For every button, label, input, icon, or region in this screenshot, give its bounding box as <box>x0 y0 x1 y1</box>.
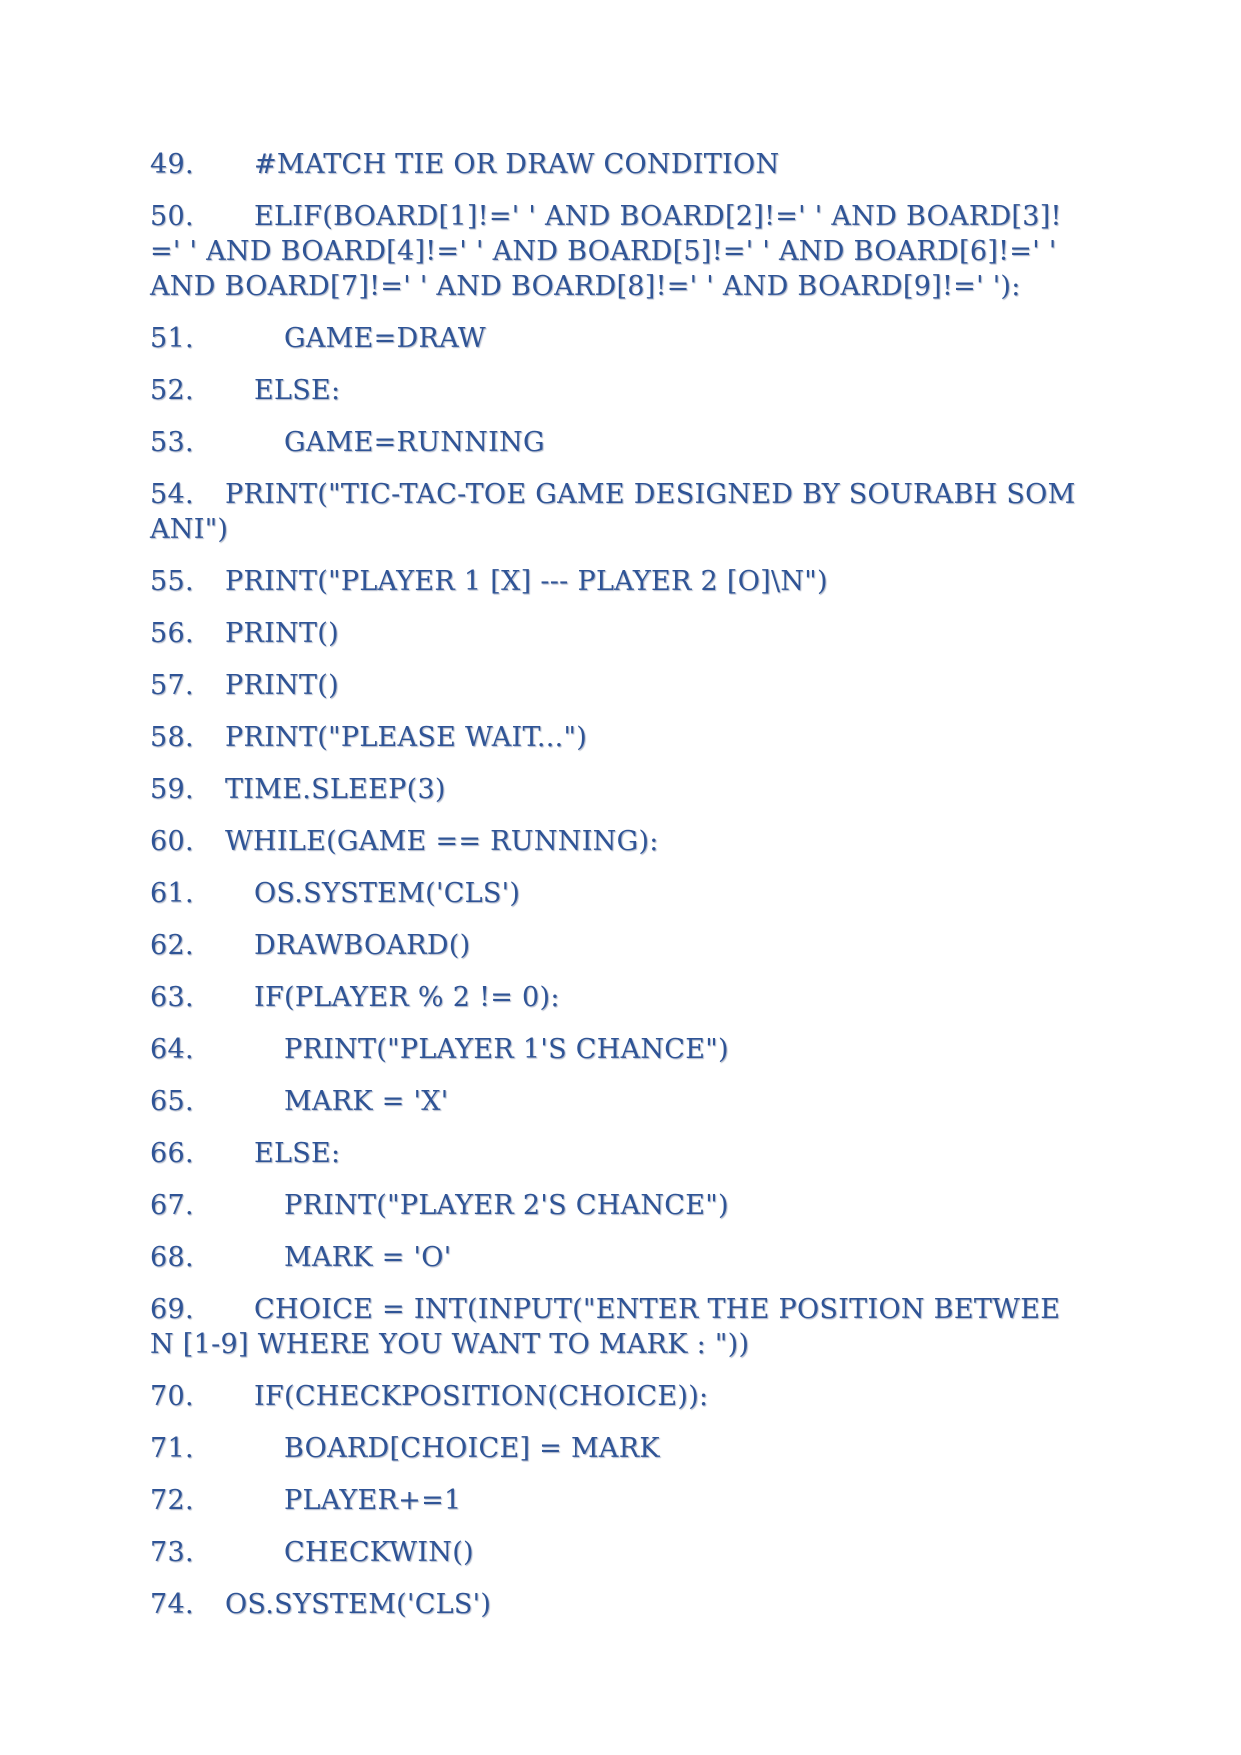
line-number: 62. <box>150 930 194 961</box>
code-line <box>150 928 1080 963</box>
line-text: BOARD[CHOICE] = MARK <box>284 1433 660 1464</box>
line-text: PRINT("PLAYER 2'S CHANCE") <box>284 1190 729 1221</box>
line-text: DRAWBOARD() <box>254 930 471 961</box>
code-line <box>150 564 1080 599</box>
line-text: PRINT("TIC-TAC-TOE GAME DESIGNED BY SOURABH SOMANI") <box>150 479 1076 545</box>
line-text: PRINT("PLAYER 1'S CHANCE") <box>284 1034 729 1065</box>
code-line <box>150 1032 1080 1067</box>
line-text: #MATCH TIE OR DRAW CONDITION <box>254 149 780 180</box>
line-text: CHOICE = INT(INPUT("ENTER THE POSITION BETWEEN [1-9] WHERE YOU WANT TO MARK : ")) <box>150 1294 1061 1360</box>
line-number: 74. <box>150 1589 194 1620</box>
code-listing <box>150 147 1080 1639</box>
line-number: 57. <box>150 670 194 701</box>
code-line <box>150 199 1080 304</box>
code-line <box>150 1136 1080 1171</box>
code-line <box>150 1084 1080 1119</box>
code-line <box>150 373 1080 408</box>
line-number: 67. <box>150 1190 194 1221</box>
line-text: MARK = 'O' <box>284 1242 452 1273</box>
line-number: 64. <box>150 1034 194 1065</box>
line-text: PRINT("PLAYER 1 [X] --- PLAYER 2 [O]\N") <box>225 566 828 597</box>
line-number: 73. <box>150 1537 194 1568</box>
code-line <box>150 321 1080 356</box>
line-number: 71. <box>150 1433 194 1464</box>
line-text: ELIF(BOARD[1]!=' ' AND BOARD[2]!=' ' AND BOARD[3]!=' ' AND BOARD[4]!=' ' AND BOARD[5]!=' ' AND BOARD[6]!=' ' AND BOARD[7]!=' ' AND BOARD[8]!=' ' AND BOARD[9]!=' '): <box>150 201 1066 302</box>
line-number: 52. <box>150 375 194 406</box>
line-number: 56. <box>150 618 194 649</box>
line-number: 53. <box>150 427 194 458</box>
code-line <box>150 1431 1080 1466</box>
line-text: IF(CHECKPOSITION(CHOICE)): <box>254 1381 709 1412</box>
code-line <box>150 668 1080 703</box>
line-text: PRINT() <box>225 670 339 701</box>
code-line <box>150 1292 1080 1362</box>
code-line <box>150 1587 1080 1622</box>
line-number: 65. <box>150 1086 194 1117</box>
line-number: 58. <box>150 722 194 753</box>
code-line <box>150 1188 1080 1223</box>
line-number: 63. <box>150 982 194 1013</box>
line-text: MARK = 'X' <box>284 1086 449 1117</box>
line-text: ELSE: <box>254 1138 341 1169</box>
line-text: PLAYER+=1 <box>284 1485 462 1516</box>
code-line <box>150 772 1080 807</box>
line-text: OS.SYSTEM('CLS') <box>225 1589 492 1620</box>
line-number: 61. <box>150 878 194 909</box>
line-number: 68. <box>150 1242 194 1273</box>
line-text: IF(PLAYER % 2 != 0): <box>254 982 560 1013</box>
line-text: PRINT("PLEASE WAIT...") <box>225 722 588 753</box>
line-number: 66. <box>150 1138 194 1169</box>
line-number: 55. <box>150 566 194 597</box>
code-line <box>150 1535 1080 1570</box>
line-text: PRINT() <box>225 618 339 649</box>
code-line <box>150 616 1080 651</box>
code-line <box>150 1240 1080 1275</box>
code-line <box>150 824 1080 859</box>
code-line <box>150 477 1080 547</box>
line-text: CHECKWIN() <box>284 1537 474 1568</box>
line-number: 60. <box>150 826 194 857</box>
line-number: 59. <box>150 774 194 805</box>
line-number: 70. <box>150 1381 194 1412</box>
line-text: OS.SYSTEM('CLS') <box>254 878 521 909</box>
code-line <box>150 980 1080 1015</box>
code-line <box>150 876 1080 911</box>
line-text: GAME=DRAW <box>284 323 486 354</box>
code-line <box>150 425 1080 460</box>
code-line <box>150 720 1080 755</box>
line-number: 51. <box>150 323 194 354</box>
code-line <box>150 1379 1080 1414</box>
line-text: GAME=RUNNING <box>284 427 545 458</box>
line-number: 50. <box>150 201 194 232</box>
line-number: 54. <box>150 479 194 510</box>
line-text: WHILE(GAME == RUNNING): <box>225 826 659 857</box>
line-text: TIME.SLEEP(3) <box>225 774 446 805</box>
code-line <box>150 1483 1080 1518</box>
line-number: 72. <box>150 1485 194 1516</box>
code-line <box>150 147 1080 182</box>
line-number: 69. <box>150 1294 194 1325</box>
line-number: 49. <box>150 149 194 180</box>
line-text: ELSE: <box>254 375 341 406</box>
